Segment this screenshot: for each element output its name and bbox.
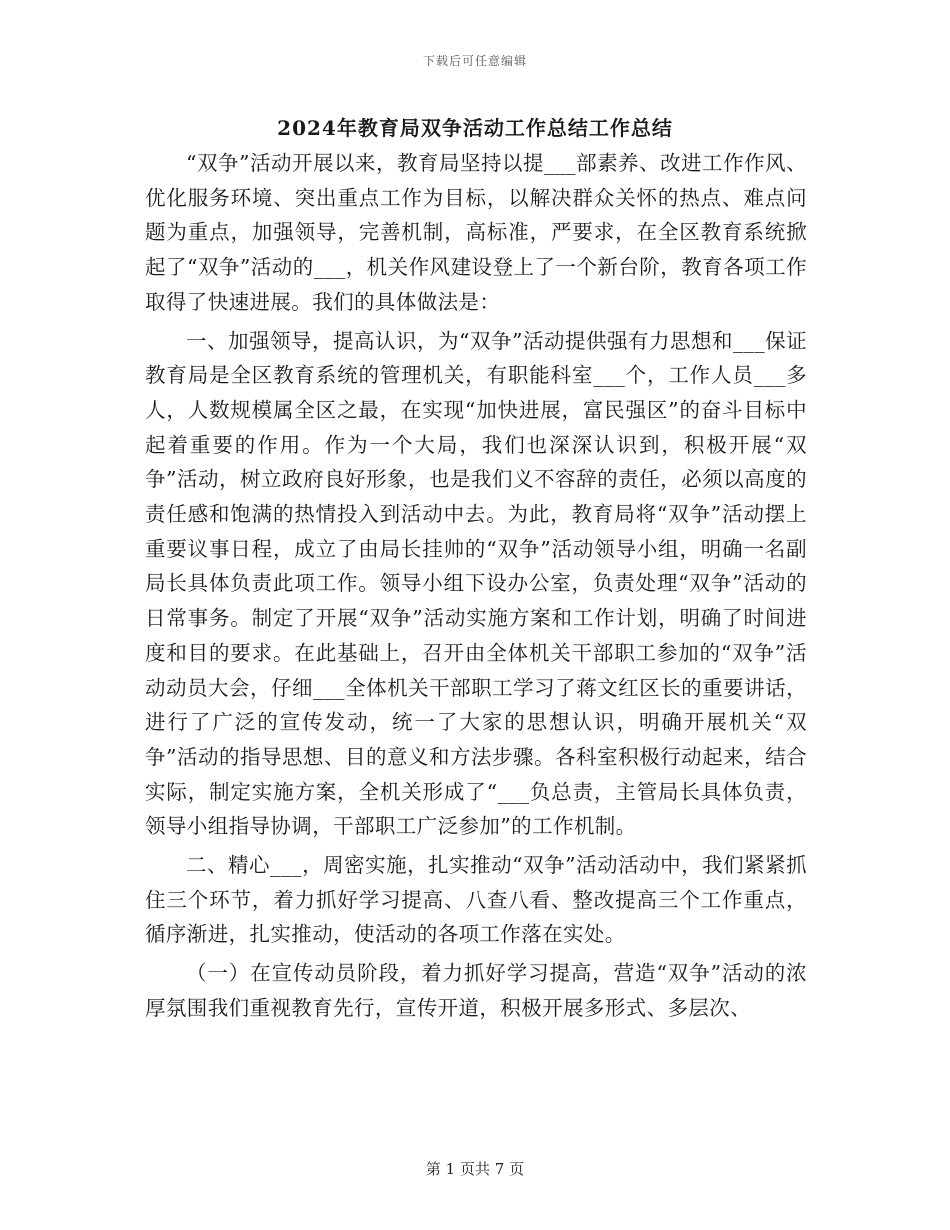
paragraph-section-1: 一、加强领导，提高认识，为“双争”活动提供强有力思想和___保证教育局是全区教育系统的管理机关，有职能科室___个，工作人员___多人，人数规模属全区之最，在实现“加快进展，富民强区”的奋斗目标中起着重要的作用。作为一个大局，我们也深深认识到，积极开展“双争”活动，树立政府良好形象，也是我们义不容辞的责任，必须以高度的责任感和饱满的热情投入到活动中去。为此，教育局将“双争”活动摆上重要议事日程，成立了由局长挂帅的“双争”活动领导小组，明确一名副局长具体负责此项工作。领导小组下设办公室，负责处理“双争”活动的日常事务。制定了开展“双争”活动实施方案和工作计划，明确了时间进度和目的要求。在此基础上，召开由全体机关干部职工参加的“双争”活动动员大会，仔细___全体机关干部职工学习了蒋文红区长的重要讲话，进行了广泛的宣传发动，统一了大家的思想认识，明确开展机关“双争”活动的指导思想、目的意义和方法步骤。各科室积极行动起来，结合实际，制定实施方案，全机关形成了“___负总责，主管局长具体负责，领导小组指导协调，干部职工广泛参加”的工作机制。 xyxy=(145,328,807,839)
header-note: 下载后可任意编辑 xyxy=(422,54,527,68)
document-body xyxy=(145,146,807,1030)
paragraph-section-2: 二、精心___，周密实施，扎实推动“双争”活动活动中，我们紧紧抓住三个环节，着力抓好学习提高、八查八看、整改提高三个工作重点，循序渐进，扎实推动，使活动的各项工作落在实处。 xyxy=(145,853,807,947)
page-footer: 第 1 页共 7 页 xyxy=(425,1160,525,1178)
paragraph-intro: “双争”活动开展以来，教育局坚持以提___部素养、改进工作作风、优化服务环境、突出重点工作为目标，以解决群众关怀的热点、难点问题为重点，加强领导，完善机制，高标准，严要求，在全区教育系统掀起了“双争”活动的___，机关作风建设登上了一个新台阶，教育各项工作取得了快速进展。我们的具体做法是： xyxy=(145,151,807,314)
paragraph-subsection-1: （一）在宣传动员阶段，着力抓好学习提高，营造“双争”活动的浓厚氛围我们重视教育先行，宣传开道，积极开展多形式、多层次、 xyxy=(145,961,807,1020)
document-title: 2024年教育局双争活动工作总结工作总结 xyxy=(277,116,673,140)
